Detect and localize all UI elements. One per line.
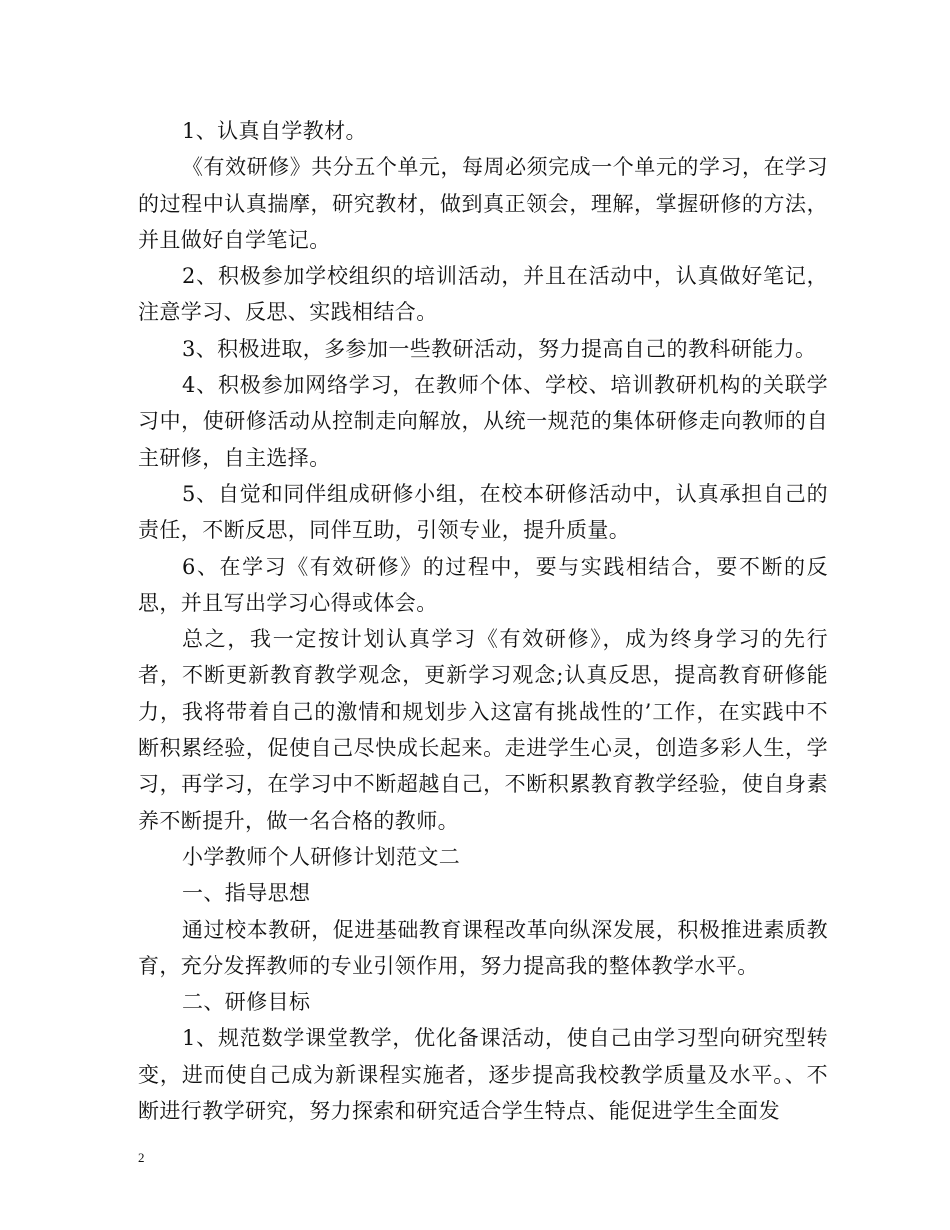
heading-training-goals: 二、研修目标 [182,990,311,1015]
paragraph-online-learning: 4、积极参加网络学习，在教师个体、学校、培训教研机构的关联学习中，使研修活动从控制走向解放，从统一规范的集体研修走向教师的自主研修，自主选择。 [138,373,828,470]
page-number: 2 [138,1150,145,1165]
document-body [138,113,828,1129]
paragraph-teaching-research: 3、积极进取，多参加一些教研活动，努力提高自己的教科研能力。 [182,336,817,361]
section-title-sample-two: 小学教师个人研修计划范文二 [182,844,461,869]
paragraph-practice-reflection: 6、在学习《有效研修》的过程中，要与实践相结合，要不断的反思，并且写出学习心得或体会。 [138,554,828,615]
paragraph-study-materials: 1、认真自学教材。 [182,119,367,143]
paragraph-study-group: 5、自觉和同伴组成研修小组，在校本研修活动中，认真承担自己的责任，不断反思，同伴互助，引领专业，提升质量。 [138,481,828,543]
paragraph-training-goals: 1、规范数学课堂教学，优化备课活动，使自己由学习型向研究型转变，进而使自己成为新课程实施者，逐步提高我校教学质量及水平。、不断进行教学研究，努力探索和研究适合学生特点、能促进学生全面发 [138,1026,828,1124]
heading-guiding-ideology: 一、指导思想 [182,881,311,906]
paragraph-summary: 总之，我一定按计划认真学习《有效研修》，成为终身学习的先行者，不断更新教育教学观念，更新学习观念;认真反思，提高教育研修能力，我将带着自己的激情和规划步入这富有挑战性的’工作，在实践中不断积累经验，促使自己尽快成长起来。走进学生心灵，创造多彩人生，学习，再学习，在学习中不断超越自己，不断积累教育教学经验，使自身素养不断提升，做一名合格的教师。 [138,627,828,833]
paragraph-guiding-ideology: 通过校本教研，促进基础教育课程改革向纵深发展，积极推进素质教育，充分发挥教师的专业引领作用，努力提高我的整体教学水平。 [138,917,828,978]
paragraph-effective-training-units: 《有效研修》共分五个单元，每周必须完成一个单元的学习，在学习的过程中认真揣摩，研究教材，做到真正领会，理解，掌握研修的方法，并且做好自学笔记。 [138,155,828,252]
paragraph-school-training: 2、积极参加学校组织的培训活动，并且在活动中，认真做好笔记，注意学习、反思、实践相结合。 [138,264,828,325]
